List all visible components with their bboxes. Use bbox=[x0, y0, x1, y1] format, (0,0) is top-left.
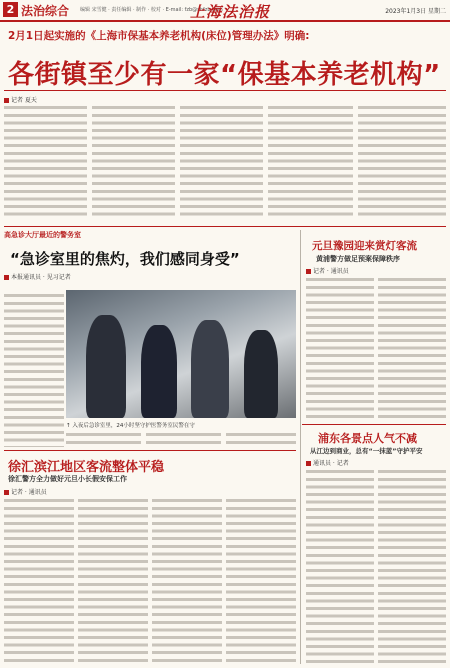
issue-date: 2023年1月3日 星期二 bbox=[385, 8, 446, 15]
masthead bbox=[0, 0, 450, 22]
article3-byline: 记者 · 通讯员 bbox=[306, 266, 349, 275]
article5-headline: 浦东各景点人气不减 bbox=[318, 432, 417, 445]
article5-subheadline: 从江边到商业，总有“一抹蓝”守护平安 bbox=[310, 447, 423, 455]
article4-text-col-2 bbox=[78, 497, 148, 664]
paper-logo: 上海法治报 bbox=[190, 3, 271, 21]
article3-divider bbox=[302, 424, 446, 425]
article2-text-col-2 bbox=[66, 431, 141, 447]
article4-headline: 徐汇滨江地区客流整体平稳 bbox=[8, 460, 165, 475]
lead-text-col-3 bbox=[180, 104, 263, 220]
photo-figure bbox=[244, 330, 278, 418]
article5-text-col-1 bbox=[306, 468, 374, 664]
editor-credits: 编辑 宋雪健 · 责任编辑 · 制作 · 校对 · E-mail: fzb@shfzb.com bbox=[80, 7, 223, 13]
photo-caption: ↑ 入夜后急诊室里，24小时坚守护医警务室民警在守 bbox=[66, 423, 195, 429]
article2-tag: 高急诊大厅最近的警务室 bbox=[4, 231, 81, 239]
article4-text-col-1 bbox=[4, 497, 74, 664]
lead-headline: 各街镇至少有一家“保基本养老机构” bbox=[8, 60, 441, 90]
lead-divider bbox=[4, 90, 446, 91]
news-photo bbox=[66, 290, 296, 418]
article4-divider bbox=[4, 450, 296, 451]
lead-byline: 记者 夏天 bbox=[4, 95, 37, 104]
article5-byline: 通讯员 · 记者 bbox=[306, 458, 349, 467]
article2-text-col-1 bbox=[4, 292, 64, 447]
lead-text-col-4 bbox=[268, 104, 353, 220]
article5-text-col-2 bbox=[378, 468, 446, 664]
photo-figure bbox=[141, 325, 177, 418]
article2-text-col-3 bbox=[146, 431, 221, 447]
column-rule bbox=[300, 230, 301, 664]
lead-kicker: 2月1日起实施的《上海市保基本养老机构(床位)管理办法》明确: bbox=[8, 30, 310, 42]
article2-byline: 本报通讯员 · 见习记者 bbox=[4, 272, 71, 281]
article4-text-col-3 bbox=[152, 497, 222, 664]
article3-text-col-1 bbox=[306, 276, 374, 419]
photo-figure bbox=[191, 320, 229, 418]
lead-text-col-2 bbox=[92, 104, 175, 220]
section-divider bbox=[4, 226, 446, 227]
article4-byline: 记者 · 通讯员 bbox=[4, 487, 47, 496]
article4-subheadline: 徐汇警方全力做好元旦小长假安保工作 bbox=[8, 475, 127, 483]
article4-text-col-4 bbox=[226, 497, 296, 664]
article2-text-col-4 bbox=[226, 431, 296, 447]
article3-text-col-2 bbox=[378, 276, 446, 419]
article3-subheadline: 黄浦警方做足预案保障秩序 bbox=[316, 255, 400, 263]
article2-headline: “急诊室里的焦灼，我们感同身受” bbox=[10, 250, 240, 268]
lead-text-col-5 bbox=[358, 104, 446, 220]
photo-figure bbox=[86, 315, 126, 418]
section-name: 法治综合 bbox=[21, 4, 70, 18]
article3-headline: 元旦豫园迎来赏灯客流 bbox=[312, 240, 417, 252]
page-number: 2 bbox=[3, 2, 18, 17]
lead-text-col-1 bbox=[4, 104, 87, 220]
